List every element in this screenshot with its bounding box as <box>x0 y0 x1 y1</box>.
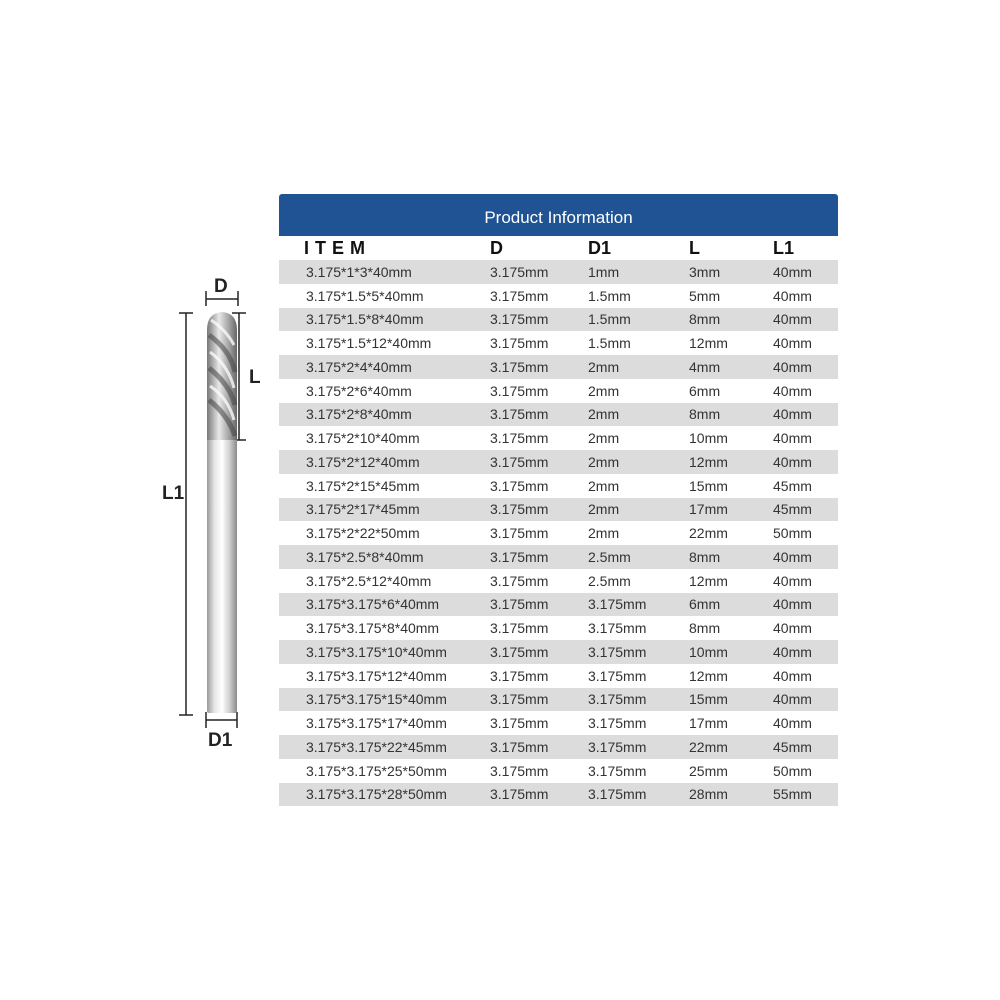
table-row <box>279 426 838 450</box>
cell-d: 3.175mm <box>490 738 549 755</box>
cell-d1: 2mm <box>588 406 620 423</box>
cell-item: 3.175*2*17*45mm <box>306 501 420 518</box>
cell-l1: 40mm <box>773 643 812 660</box>
cell-d1: 2mm <box>588 501 620 518</box>
cell-d1: 3.175mm <box>588 762 647 779</box>
cell-d1: 3.175mm <box>588 786 647 803</box>
cell-item: 3.175*3.175*6*40mm <box>306 596 440 613</box>
cell-d: 3.175mm <box>490 667 549 684</box>
cell-l1: 40mm <box>773 453 812 470</box>
cell-l: 25mm <box>689 762 728 779</box>
cell-l1: 40mm <box>773 715 812 732</box>
cell-item: 3.175*2*6*40mm <box>306 382 412 399</box>
cell-d: 3.175mm <box>490 358 549 375</box>
cell-l: 8mm <box>689 406 721 423</box>
cell-item: 3.175*2*4*40mm <box>306 358 412 375</box>
cell-l: 8mm <box>689 311 721 328</box>
cell-d1: 2mm <box>588 525 620 542</box>
cell-d: 3.175mm <box>490 453 549 470</box>
table-row <box>279 474 838 498</box>
cell-l: 12mm <box>689 335 728 352</box>
cell-d: 3.175mm <box>490 406 549 423</box>
cell-d1: 3.175mm <box>588 691 647 708</box>
cell-l1: 40mm <box>773 572 812 589</box>
cell-item: 3.175*1.5*8*40mm <box>306 311 424 328</box>
column-header-l: L <box>689 237 700 258</box>
cell-d1: 1.5mm <box>588 287 631 304</box>
cell-l: 6mm <box>689 382 721 399</box>
cell-d1: 3.175mm <box>588 715 647 732</box>
cell-l: 10mm <box>689 430 728 447</box>
cell-l1: 40mm <box>773 620 812 637</box>
cell-l1: 40mm <box>773 596 812 613</box>
table-row <box>279 308 838 332</box>
cell-d: 3.175mm <box>490 311 549 328</box>
cell-item: 3.175*3.175*28*50mm <box>306 786 447 803</box>
cell-l: 17mm <box>689 715 728 732</box>
column-header-d1: D1 <box>588 237 612 258</box>
product-information-table <box>279 194 838 806</box>
cell-l: 15mm <box>689 691 728 708</box>
table-row <box>279 783 838 807</box>
table-row <box>279 569 838 593</box>
cell-l: 12mm <box>689 572 728 589</box>
cell-l: 8mm <box>689 548 721 565</box>
column-header-item: ITEM <box>304 237 371 258</box>
cell-d1: 3.175mm <box>588 667 647 684</box>
tool-shank <box>207 438 237 713</box>
cell-d: 3.175mm <box>490 786 549 803</box>
cell-d1: 1.5mm <box>588 311 631 328</box>
cell-d: 3.175mm <box>490 620 549 637</box>
cell-l1: 40mm <box>773 667 812 684</box>
table-row <box>279 593 838 617</box>
l1-dimension <box>179 313 193 715</box>
cell-item: 3.175*1.5*5*40mm <box>306 287 424 304</box>
column-header-l1: L1 <box>773 237 795 258</box>
cell-d: 3.175mm <box>490 762 549 779</box>
cell-l1: 40mm <box>773 311 812 328</box>
d1-dimension <box>206 712 237 728</box>
cell-l1: 40mm <box>773 548 812 565</box>
cell-d1: 3.175mm <box>588 620 647 637</box>
table-row <box>279 545 838 569</box>
cell-l1: 40mm <box>773 382 812 399</box>
cell-item: 3.175*2*22*50mm <box>306 525 420 542</box>
cell-d: 3.175mm <box>490 335 549 352</box>
cell-item: 3.175*3.175*17*40mm <box>306 715 447 732</box>
tool-flutes <box>207 312 237 440</box>
cell-d: 3.175mm <box>490 382 549 399</box>
cell-l: 10mm <box>689 643 728 660</box>
cell-d: 3.175mm <box>490 715 549 732</box>
cell-l: 6mm <box>689 596 721 613</box>
cell-l1: 40mm <box>773 358 812 375</box>
cell-d: 3.175mm <box>490 287 549 304</box>
table-row <box>279 284 838 308</box>
cell-item: 3.175*3.175*8*40mm <box>306 620 440 637</box>
cell-l: 12mm <box>689 453 728 470</box>
table-row <box>279 664 838 688</box>
cell-l: 5mm <box>689 287 721 304</box>
cell-item: 3.175*3.175*22*45mm <box>306 738 447 755</box>
end-mill-drawing <box>0 0 280 1000</box>
cell-l: 15mm <box>689 477 728 494</box>
table-row <box>279 759 838 783</box>
table-row <box>279 260 838 284</box>
table-row <box>279 616 838 640</box>
cell-l: 17mm <box>689 501 728 518</box>
cell-l1: 45mm <box>773 738 812 755</box>
table-row <box>279 711 838 735</box>
cell-item: 3.175*3.175*10*40mm <box>306 643 447 660</box>
cell-item: 3.175*2*15*45mm <box>306 477 420 494</box>
table-body <box>279 260 838 806</box>
cell-d1: 2mm <box>588 477 620 494</box>
cell-d: 3.175mm <box>490 263 549 280</box>
cell-l1: 45mm <box>773 477 812 494</box>
cell-d1: 1.5mm <box>588 335 631 352</box>
cell-item: 3.175*3.175*15*40mm <box>306 691 447 708</box>
cell-item: 3.175*2.5*8*40mm <box>306 548 424 565</box>
cell-l1: 40mm <box>773 691 812 708</box>
table-row <box>279 379 838 403</box>
end-mill-diagram <box>0 0 280 1000</box>
cell-l1: 55mm <box>773 786 812 803</box>
cell-d: 3.175mm <box>490 430 549 447</box>
cell-d1: 2mm <box>588 453 620 470</box>
cell-item: 3.175*2*8*40mm <box>306 406 412 423</box>
cell-d1: 2mm <box>588 430 620 447</box>
cell-d: 3.175mm <box>490 477 549 494</box>
cell-item: 3.175*2.5*12*40mm <box>306 572 432 589</box>
cell-item: 3.175*2*10*40mm <box>306 430 420 447</box>
cell-l1: 40mm <box>773 263 812 280</box>
cell-d: 3.175mm <box>490 691 549 708</box>
table-row <box>279 688 838 712</box>
cell-d1: 3.175mm <box>588 738 647 755</box>
cell-d1: 3.175mm <box>588 596 647 613</box>
table-row <box>279 450 838 474</box>
table-row <box>279 640 838 664</box>
cell-d: 3.175mm <box>490 501 549 518</box>
cell-d: 3.175mm <box>490 643 549 660</box>
cell-item: 3.175*2*12*40mm <box>306 453 420 470</box>
cell-l: 4mm <box>689 358 721 375</box>
l1-label: L1 <box>162 483 185 504</box>
cell-l1: 40mm <box>773 430 812 447</box>
cell-l1: 50mm <box>773 762 812 779</box>
cell-l: 12mm <box>689 667 728 684</box>
d1-label: D1 <box>208 730 233 751</box>
cell-item: 3.175*3.175*12*40mm <box>306 667 447 684</box>
cell-l1: 40mm <box>773 335 812 352</box>
table-row <box>279 521 838 545</box>
cell-d1: 2.5mm <box>588 548 631 565</box>
cell-d1: 1mm <box>588 263 620 280</box>
cell-item: 3.175*1.5*12*40mm <box>306 335 432 352</box>
table-row <box>279 331 838 355</box>
table-row <box>279 735 838 759</box>
cell-item: 3.175*3.175*25*50mm <box>306 762 447 779</box>
table-row <box>279 403 838 427</box>
table-row <box>279 498 838 522</box>
cell-d: 3.175mm <box>490 548 549 565</box>
cell-d: 3.175mm <box>490 596 549 613</box>
cell-item: 3.175*1*3*40mm <box>306 263 412 280</box>
cell-d1: 2mm <box>588 358 620 375</box>
table-title: Product Information <box>279 194 838 236</box>
cell-l1: 40mm <box>773 406 812 423</box>
d-label: D <box>214 276 228 297</box>
l-label: L <box>249 367 261 388</box>
cell-l: 3mm <box>689 263 721 280</box>
cell-l: 22mm <box>689 738 728 755</box>
table-row <box>279 355 838 379</box>
column-header-row <box>279 236 838 260</box>
cell-l1: 40mm <box>773 287 812 304</box>
cell-d1: 3.175mm <box>588 643 647 660</box>
cell-d1: 2.5mm <box>588 572 631 589</box>
cell-l: 28mm <box>689 786 728 803</box>
cell-l1: 45mm <box>773 501 812 518</box>
cell-d: 3.175mm <box>490 525 549 542</box>
cell-l: 22mm <box>689 525 728 542</box>
cell-d: 3.175mm <box>490 572 549 589</box>
cell-l: 8mm <box>689 620 721 637</box>
cell-d1: 2mm <box>588 382 620 399</box>
cell-l1: 50mm <box>773 525 812 542</box>
column-header-d: D <box>490 237 503 258</box>
